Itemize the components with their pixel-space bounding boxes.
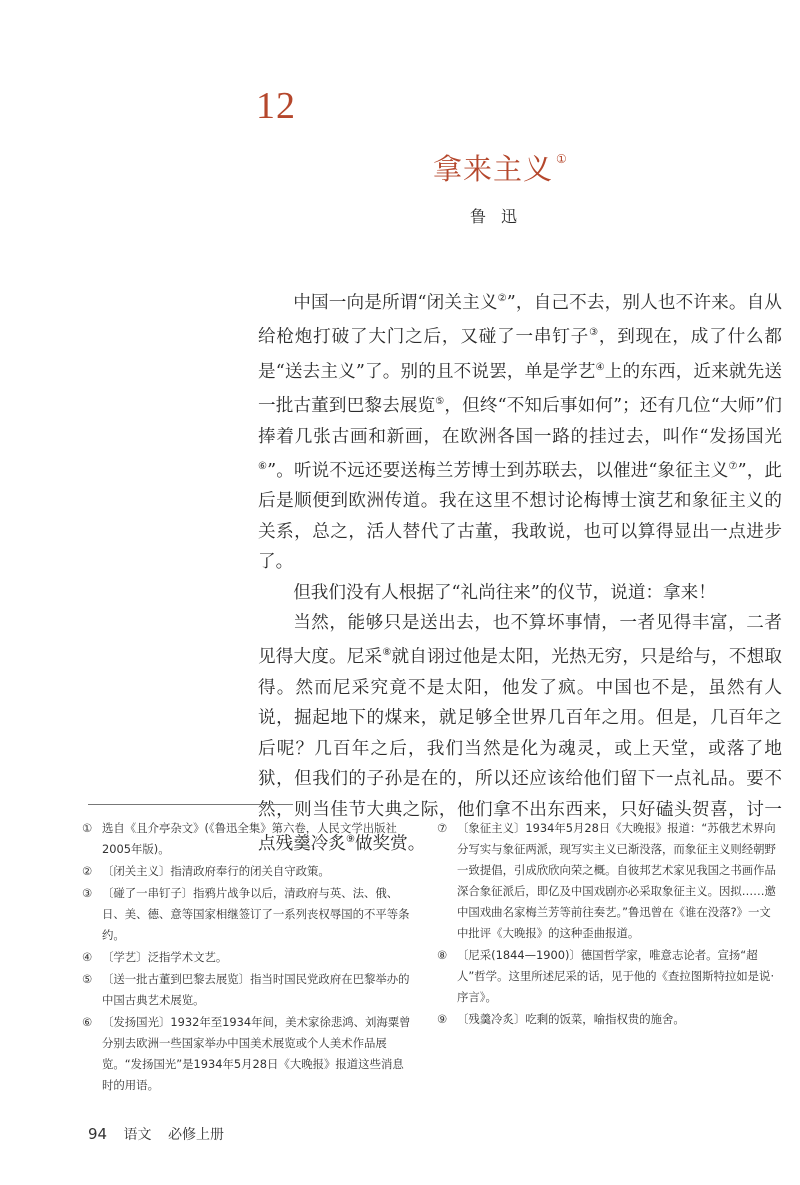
footnote-mark: ⑦ [437, 821, 448, 835]
footnote [82, 818, 412, 860]
footnotes-right [437, 818, 782, 1031]
page-number: 94 [88, 1125, 108, 1143]
footnote-mark: ⑧ [437, 948, 448, 962]
book-name: 语文 [123, 1127, 152, 1143]
footnote-ref: ⑤ [435, 396, 445, 408]
text-run: 但我们没有人根据了“礼尚往来”的仪节，说道：拿来！ [293, 582, 716, 603]
text-run: 上的东西，近来就先送一批古董到巴黎去展览 [258, 361, 782, 417]
footnote-mark: ⑤ [82, 972, 93, 986]
footnote [437, 945, 782, 1008]
footnote [82, 947, 412, 968]
title-footnote-ref: ① [556, 152, 568, 166]
text-run: 当然，能够只是送出去，也不算坏事情，一者见得丰富，二者见得大度。尼采 [258, 613, 782, 668]
footnote-mark: ⑨ [437, 1012, 448, 1026]
author-char: 迅 [501, 207, 518, 226]
footnote-ref: ⑨ [345, 833, 355, 845]
text-run: ，到现在，成了什么都是“送去主义”了。别的且不说罢，单是学艺 [258, 327, 782, 382]
footnote [82, 861, 412, 882]
footnote-mark: ④ [82, 950, 93, 964]
paragraph [258, 284, 782, 578]
text-run: ”，此后是顺便到欧洲传道。我在这里不想讨论梅博士演艺和象征主义的关系，总之，活人替代了古董，我敢说，也可以算得显出一点进步了。 [258, 461, 783, 573]
author-char: 鲁 [470, 207, 487, 226]
lesson-title [433, 147, 568, 188]
text-run: ，但终“不知后事如何”；还有几位“大师”们捧着几张古画和新画，在欧洲各国一路的挂过去，叫作“发扬国光 [258, 396, 782, 447]
footnote-text: 〔尼采(1844—1900)〕德国哲学家，唯意志论者。宣扬“超人”哲学。这里所述尼采的话，见于他的《查拉图斯特拉如是说·序言》。 [457, 948, 775, 1004]
text-run: 中国一向是所谓“闭关主义 [293, 293, 498, 313]
footnote-text: 〔象征主义〕1934年5月28日《大晚报》报道：“苏俄艺术界向分写实与象征两派，现写实主义已渐没落，而象征主义则经朝野一致提倡，引成欣欣向荣之概。自彼邦艺术家见我国之书画作品深合象征派后，即亿及中国戏剧亦必采取象征主义。因拟……邀中国戏曲名家梅兰芳等前往奏艺。”鲁迅曾在《谁在没落?》一文中批评《大晚报》的这种歪曲报道。 [457, 821, 776, 940]
footnote-mark: ⑥ [82, 1015, 93, 1029]
footnote-mark: ② [82, 864, 93, 878]
page-footer [88, 1124, 224, 1144]
text-run: 做奖赏。 [354, 833, 426, 854]
footnote [82, 1012, 412, 1096]
footnote-text: 〔送一批古董到巴黎去展览〕指当时国民党政府在巴黎举办的中国古典艺术展览。 [102, 972, 410, 1007]
paragraph [258, 578, 782, 608]
footnote-ref: ② [497, 293, 507, 304]
footnote-text: 〔闭关主义〕指清政府奉行的闭关自守政策。 [102, 864, 330, 878]
lesson-title-text: 拿来主义 [433, 152, 554, 186]
footnote-ref: ⑥ [258, 461, 268, 473]
lesson-number: 12 [256, 85, 296, 127]
footnote-ref: ⑦ [728, 461, 738, 473]
footnote-text: 选自《且介亭杂文》(《鲁迅全集》第六卷，人民文学出版社2005年版)。 [102, 821, 397, 856]
footnote-ref: ⑧ [382, 647, 392, 659]
footnote-mark: ③ [82, 886, 93, 900]
footnotes-left [82, 818, 412, 1097]
text-run: 就自诩过他是太阳，光热无穷，只是给与，不想取得。然而尼采究竟不是太阳，他发了疯。中国也不是，虽然有人说，掘起地下的煤来，就足够全世界几百年之用。但是，几百年之后呢？几百年之后，我们当然是化为魂灵，或上天堂，或落了地狱，但我们的子孙是在的，所以还应该给他们留下一点礼品。要不然，则当佳节大典之际，他们拿不出东西来，只好磕头贺喜，讨一点残羹冷炙 [258, 647, 782, 854]
footnote [82, 969, 412, 1011]
author [470, 204, 532, 227]
footnote-ref: ④ [595, 361, 605, 373]
text-run: ”。听说不远还要送梅兰芳博士到苏联去，以催进“象征主义 [267, 461, 729, 482]
body-text [258, 284, 782, 859]
footnote-text: 〔残羹冷炙〕吃剩的饭菜，喻指权贵的施舍。 [457, 1012, 685, 1026]
footnote [82, 883, 412, 946]
footnote [437, 818, 782, 944]
footnote-text: 〔碰了一串钉子〕指鸦片战争以后，清政府与英、法、俄、日、美、德、意等国家相继签订了一系列丧权辱国的不平等条约。 [102, 886, 410, 942]
footnote [437, 1009, 782, 1030]
footnote-text: 〔学艺〕泛指学术文艺。 [102, 950, 228, 964]
footnote-rule [88, 804, 293, 805]
text-run: ”，自己不去，别人也不许来。自从给枪炮打破了大门之后，又碰了一串钉子 [258, 293, 782, 348]
footnote-text: 〔发扬国光〕1932年至1934年间，美术家徐悲鸿、刘海粟曾分别去欧洲一些国家举办中国美术展览或个人美术作品展览。“发扬国光”是1934年5月28日《大晚报》报道这些消息时的用语。 [102, 1015, 411, 1092]
footnote-mark: ① [82, 821, 93, 835]
book-volume: 必修上册 [168, 1127, 224, 1143]
footnote-ref: ③ [589, 327, 599, 339]
